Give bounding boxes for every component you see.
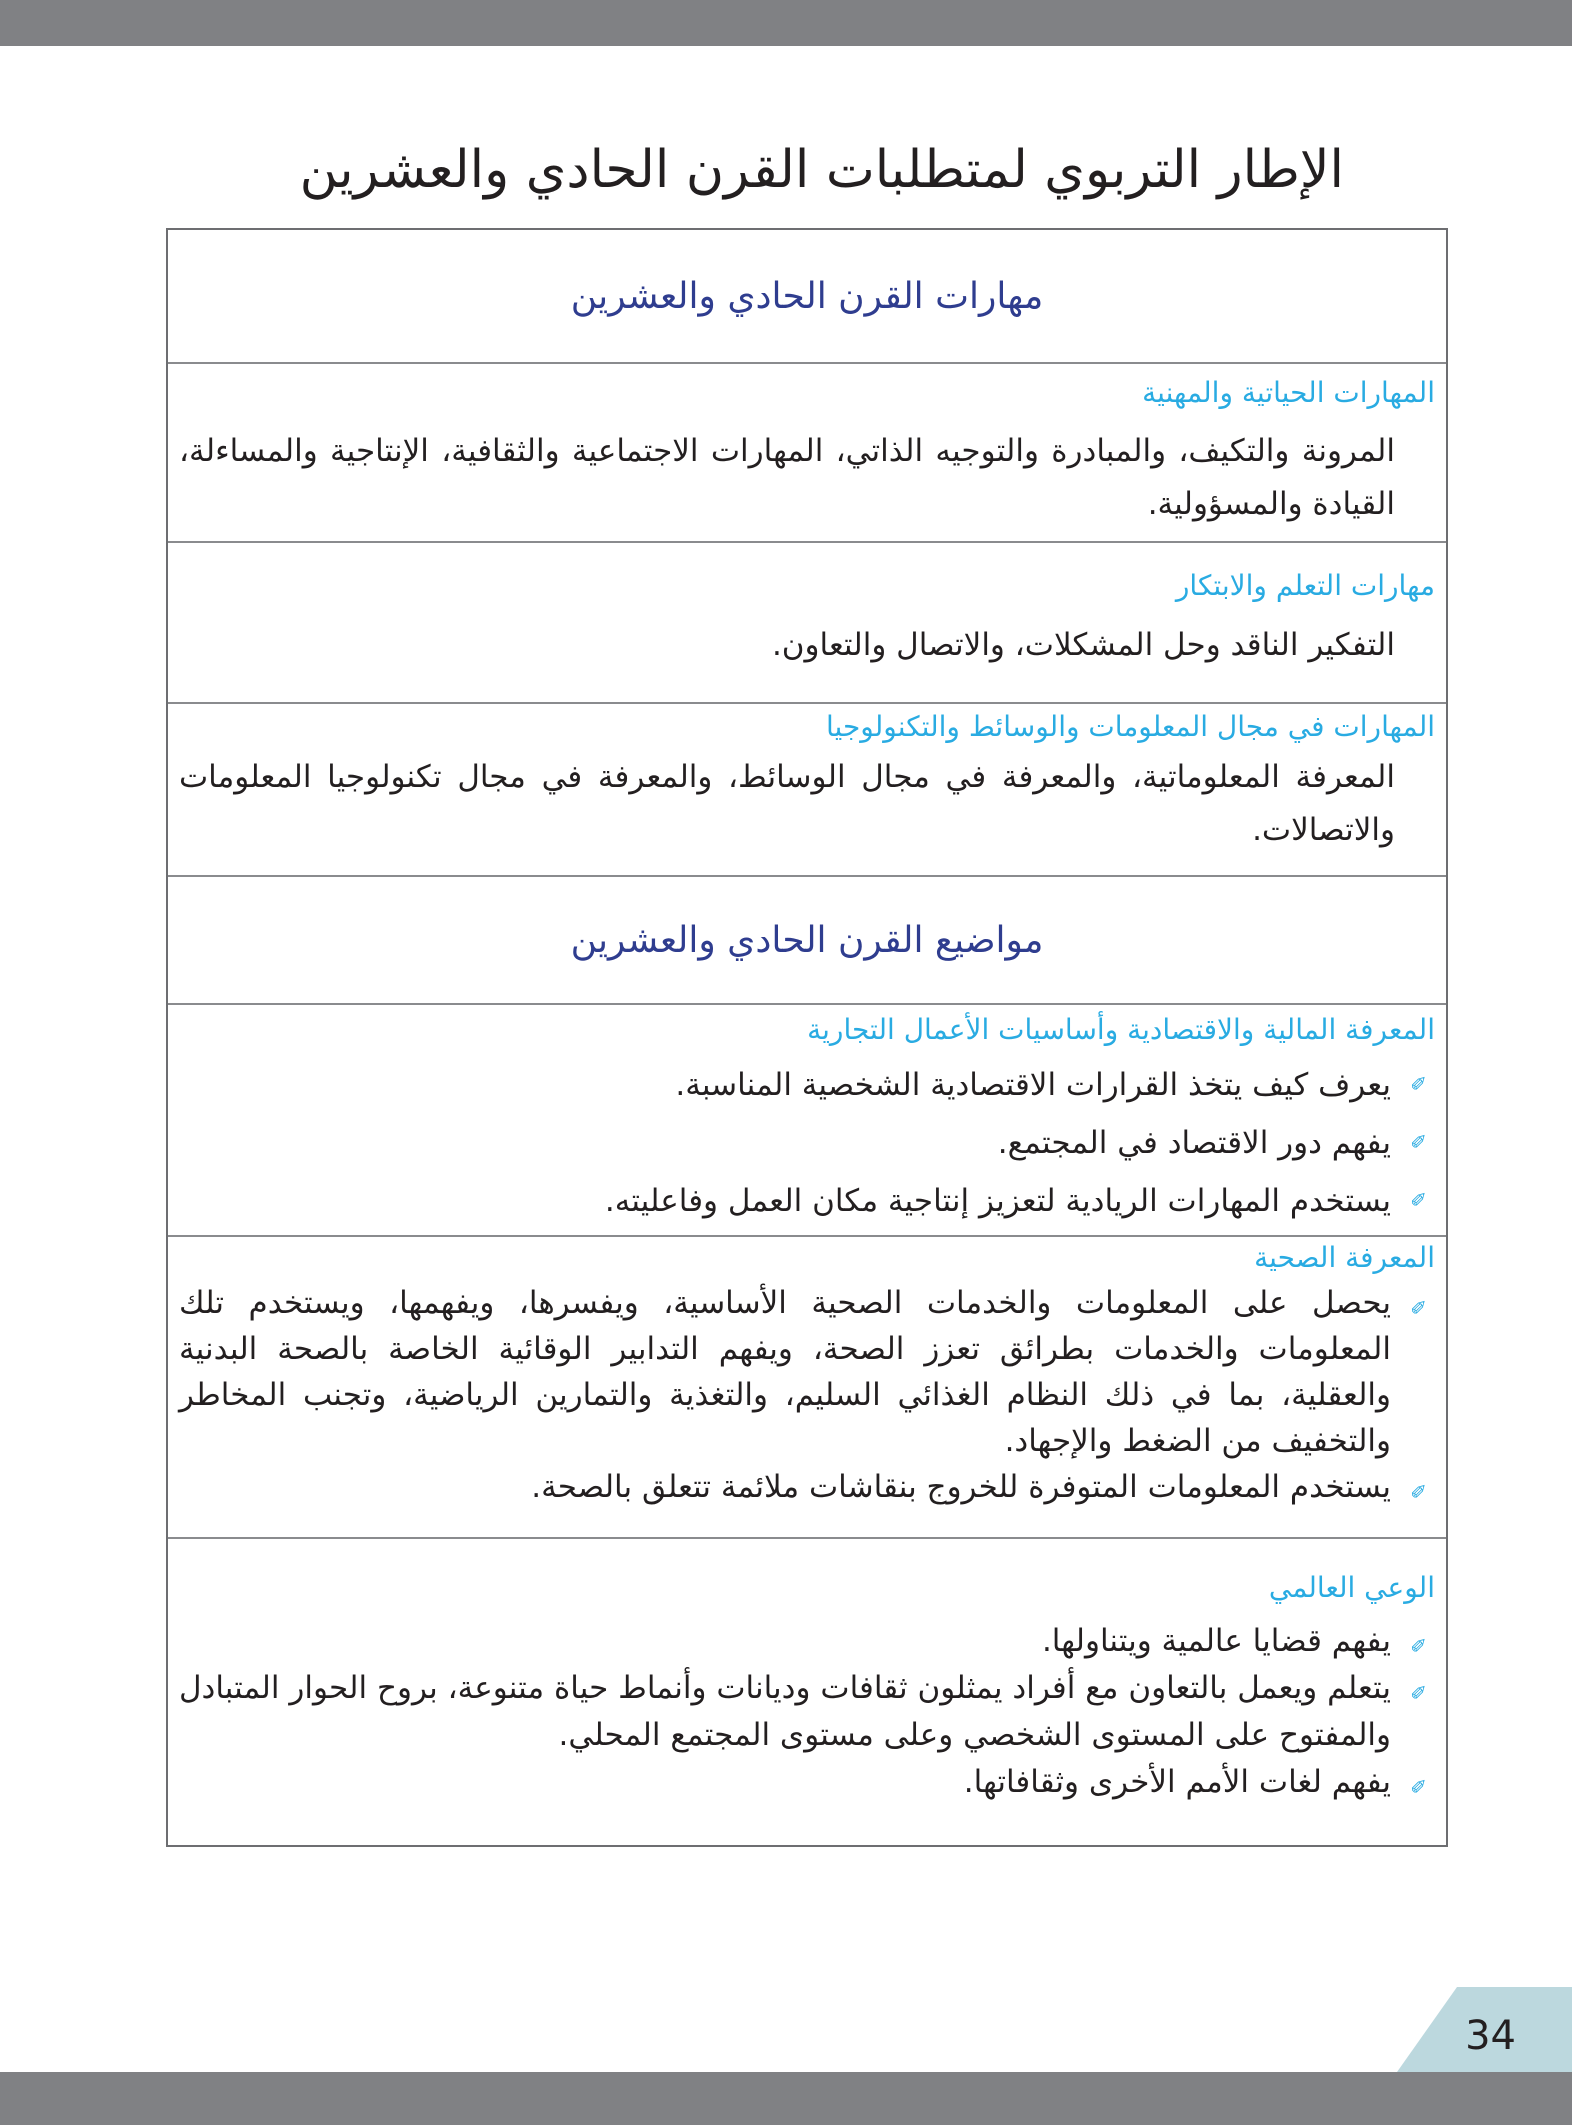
skills-row-life-career [168, 362, 1446, 541]
skills-heading: المهارات الحياتية والمهنية [1142, 376, 1435, 409]
topics-row-financial-literacy [168, 1003, 1446, 1235]
list-item: ✐ يستخدم المهارات الريادية لتعزيز إنتاجية مكان العمل وفاعليته. [604, 1183, 1427, 1219]
pencil-bullet-icon: ✐ [1410, 1480, 1427, 1504]
topic-heading: الوعي العالمي [1268, 1571, 1435, 1604]
skills-text: المرونة والتكيف، والمبادرة والتوجيه الذاتي، المهارات الاجتماعية والثقافية، الإنتاجية والمساءلة، القيادة والمسؤولية. [179, 433, 1395, 522]
framework-table [166, 228, 1448, 1847]
pencil-bullet-icon: ✐ [1410, 1072, 1427, 1096]
topic-heading: المعرفة المالية والاقتصادية وأساسيات الأعمال التجارية [807, 1013, 1435, 1046]
pencil-bullet-icon: ✐ [1410, 1296, 1427, 1320]
skills-header-label: مهارات القرن الحادي والعشرين [570, 275, 1044, 317]
skills-section-header [168, 230, 1446, 362]
skills-row-information-media-tech [168, 702, 1446, 875]
list-item: ✐ يفهم دور الاقتصاد في المجتمع. [997, 1125, 1427, 1161]
list-item: ✐ يعرف كيف يتخذ القرارات الاقتصادية الشخصية المناسبة. [675, 1067, 1427, 1103]
pencil-bullet-icon: ✐ [1410, 1775, 1427, 1799]
list-item: ✐ يتعلم ويعمل بالتعاون مع أفراد يمثلون ثقافات وديانات وأنماط حياة متنوعة، بروح الحوار المتبادل والمفتوح على المستوى الشخصي وعلى مستوى المجتمع المحلي. [179, 1670, 1427, 1753]
topics-section-header [168, 875, 1446, 1003]
skills-text: التفكير الناقد وحل المشكلات، والاتصال والتعاون. [771, 627, 1395, 663]
skills-text: المعرفة المعلوماتية، والمعرفة في مجال الوسائط، والمعرفة في مجال تكنولوجيا المعلومات والاتصالات. [179, 759, 1395, 848]
pencil-bullet-icon: ✐ [1410, 1681, 1427, 1705]
list-item: ✐ يفهم لغات الأمم الأخرى وثقافاتها. [963, 1764, 1427, 1800]
skills-heading: المهارات في مجال المعلومات والوسائط والتكنولوجيا [826, 710, 1435, 743]
top-bar [0, 0, 1572, 46]
page-title: الإطار التربوي لمتطلبات القرن الحادي والعشرين [299, 140, 1344, 200]
list-item: ✐ يفهم قضايا عالمية ويتناولها. [1041, 1623, 1427, 1659]
pencil-bullet-icon: ✐ [1410, 1188, 1427, 1212]
bottom-bar [0, 2072, 1572, 2125]
pencil-bullet-icon: ✐ [1410, 1130, 1427, 1154]
topic-heading: المعرفة الصحية [1254, 1241, 1435, 1274]
topics-row-health-literacy [168, 1235, 1446, 1537]
list-item: ✐ يستخدم المعلومات المتوفرة للخروج بنقاشات ملائمة تتعلق بالصحة. [531, 1469, 1427, 1505]
skills-heading: مهارات التعلم والابتكار [1175, 569, 1435, 602]
list-item: ✐ يحصل على المعلومات والخدمات الصحية الأساسية، ويفسرها، ويفهمها، ويستخدم تلك المعلومات والخدمات بطرائق تعزز الصحة، ويفهم التدابير الوقائية الخاصة بالصحة البدنية والعقلية، بما في ذلك النظام الغذائي السليم، والتغذية والتمارين الرياضية، وتجنب المخاطر والتخفيف من الضغط والإجهاد. [179, 1285, 1427, 1459]
topics-row-global-awareness [168, 1537, 1446, 1847]
skills-row-learning-innovation [168, 541, 1446, 702]
page-number: 34 [1465, 2013, 1516, 2059]
pencil-bullet-icon: ✐ [1410, 1634, 1427, 1658]
topics-header-label: مواضيع القرن الحادي والعشرين [570, 919, 1044, 961]
